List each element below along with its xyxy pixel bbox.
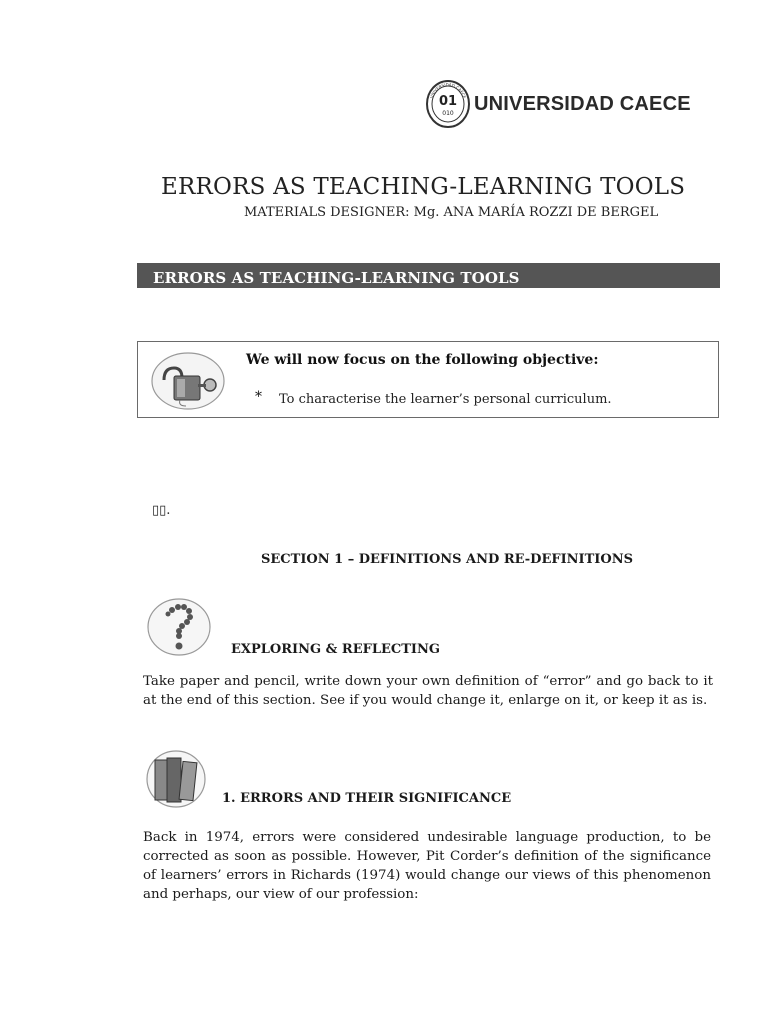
objective-text: To characterise the learner’s personal curriculum. — [279, 392, 612, 407]
document-title: ERRORS AS TEACHING-LEARNING TOOLS — [161, 174, 686, 200]
stray-marks: ▯▯. — [152, 503, 171, 518]
padlock-key-icon — [150, 352, 226, 410]
banner-label: ERRORS AS TEACHING-LEARNING TOOLS — [153, 269, 520, 287]
question-mark-people-icon — [146, 598, 212, 656]
section-heading: SECTION 1 – DEFINITIONS AND RE-DEFINITIONS — [261, 552, 633, 567]
objective-bullet: * — [255, 389, 262, 405]
seal-number: 01 — [438, 94, 458, 109]
errors-paragraph: Back in 1974, errors were considered undesirable language production, to be corrected as soon as possible. However, Pit Corder’s definition of the significance of learners’ errors in Richards (1974) would change our views of this phenomenon and perhaps, our view of our profession: — [143, 830, 711, 902]
books-icon — [145, 750, 207, 808]
objective-heading: We will now focus on the following objective: — [246, 352, 599, 368]
exploring-heading: EXPLORING & REFLECTING — [231, 642, 440, 657]
university-seal-icon — [426, 80, 470, 128]
exploring-paragraph: Take paper and pencil, write down your own definition of “error” and go back to it at the end of this section. See if you would change it, enlarge on it, or keep it as is. — [143, 674, 713, 708]
objective-box — [137, 341, 719, 418]
section-banner — [137, 263, 720, 288]
university-logo — [426, 80, 691, 128]
seal-sub: 010 — [442, 110, 454, 117]
seal-ring-text: UNIVERSIDAD CAECE — [428, 81, 468, 100]
university-name: UNIVERSIDAD CAECE — [474, 92, 691, 115]
materials-designer: MATERIALS DESIGNER: Mg. ANA MARÍA ROZZI DE BERGEL — [244, 205, 659, 220]
errors-heading: 1. ERRORS AND THEIR SIGNIFICANCE — [222, 791, 512, 806]
